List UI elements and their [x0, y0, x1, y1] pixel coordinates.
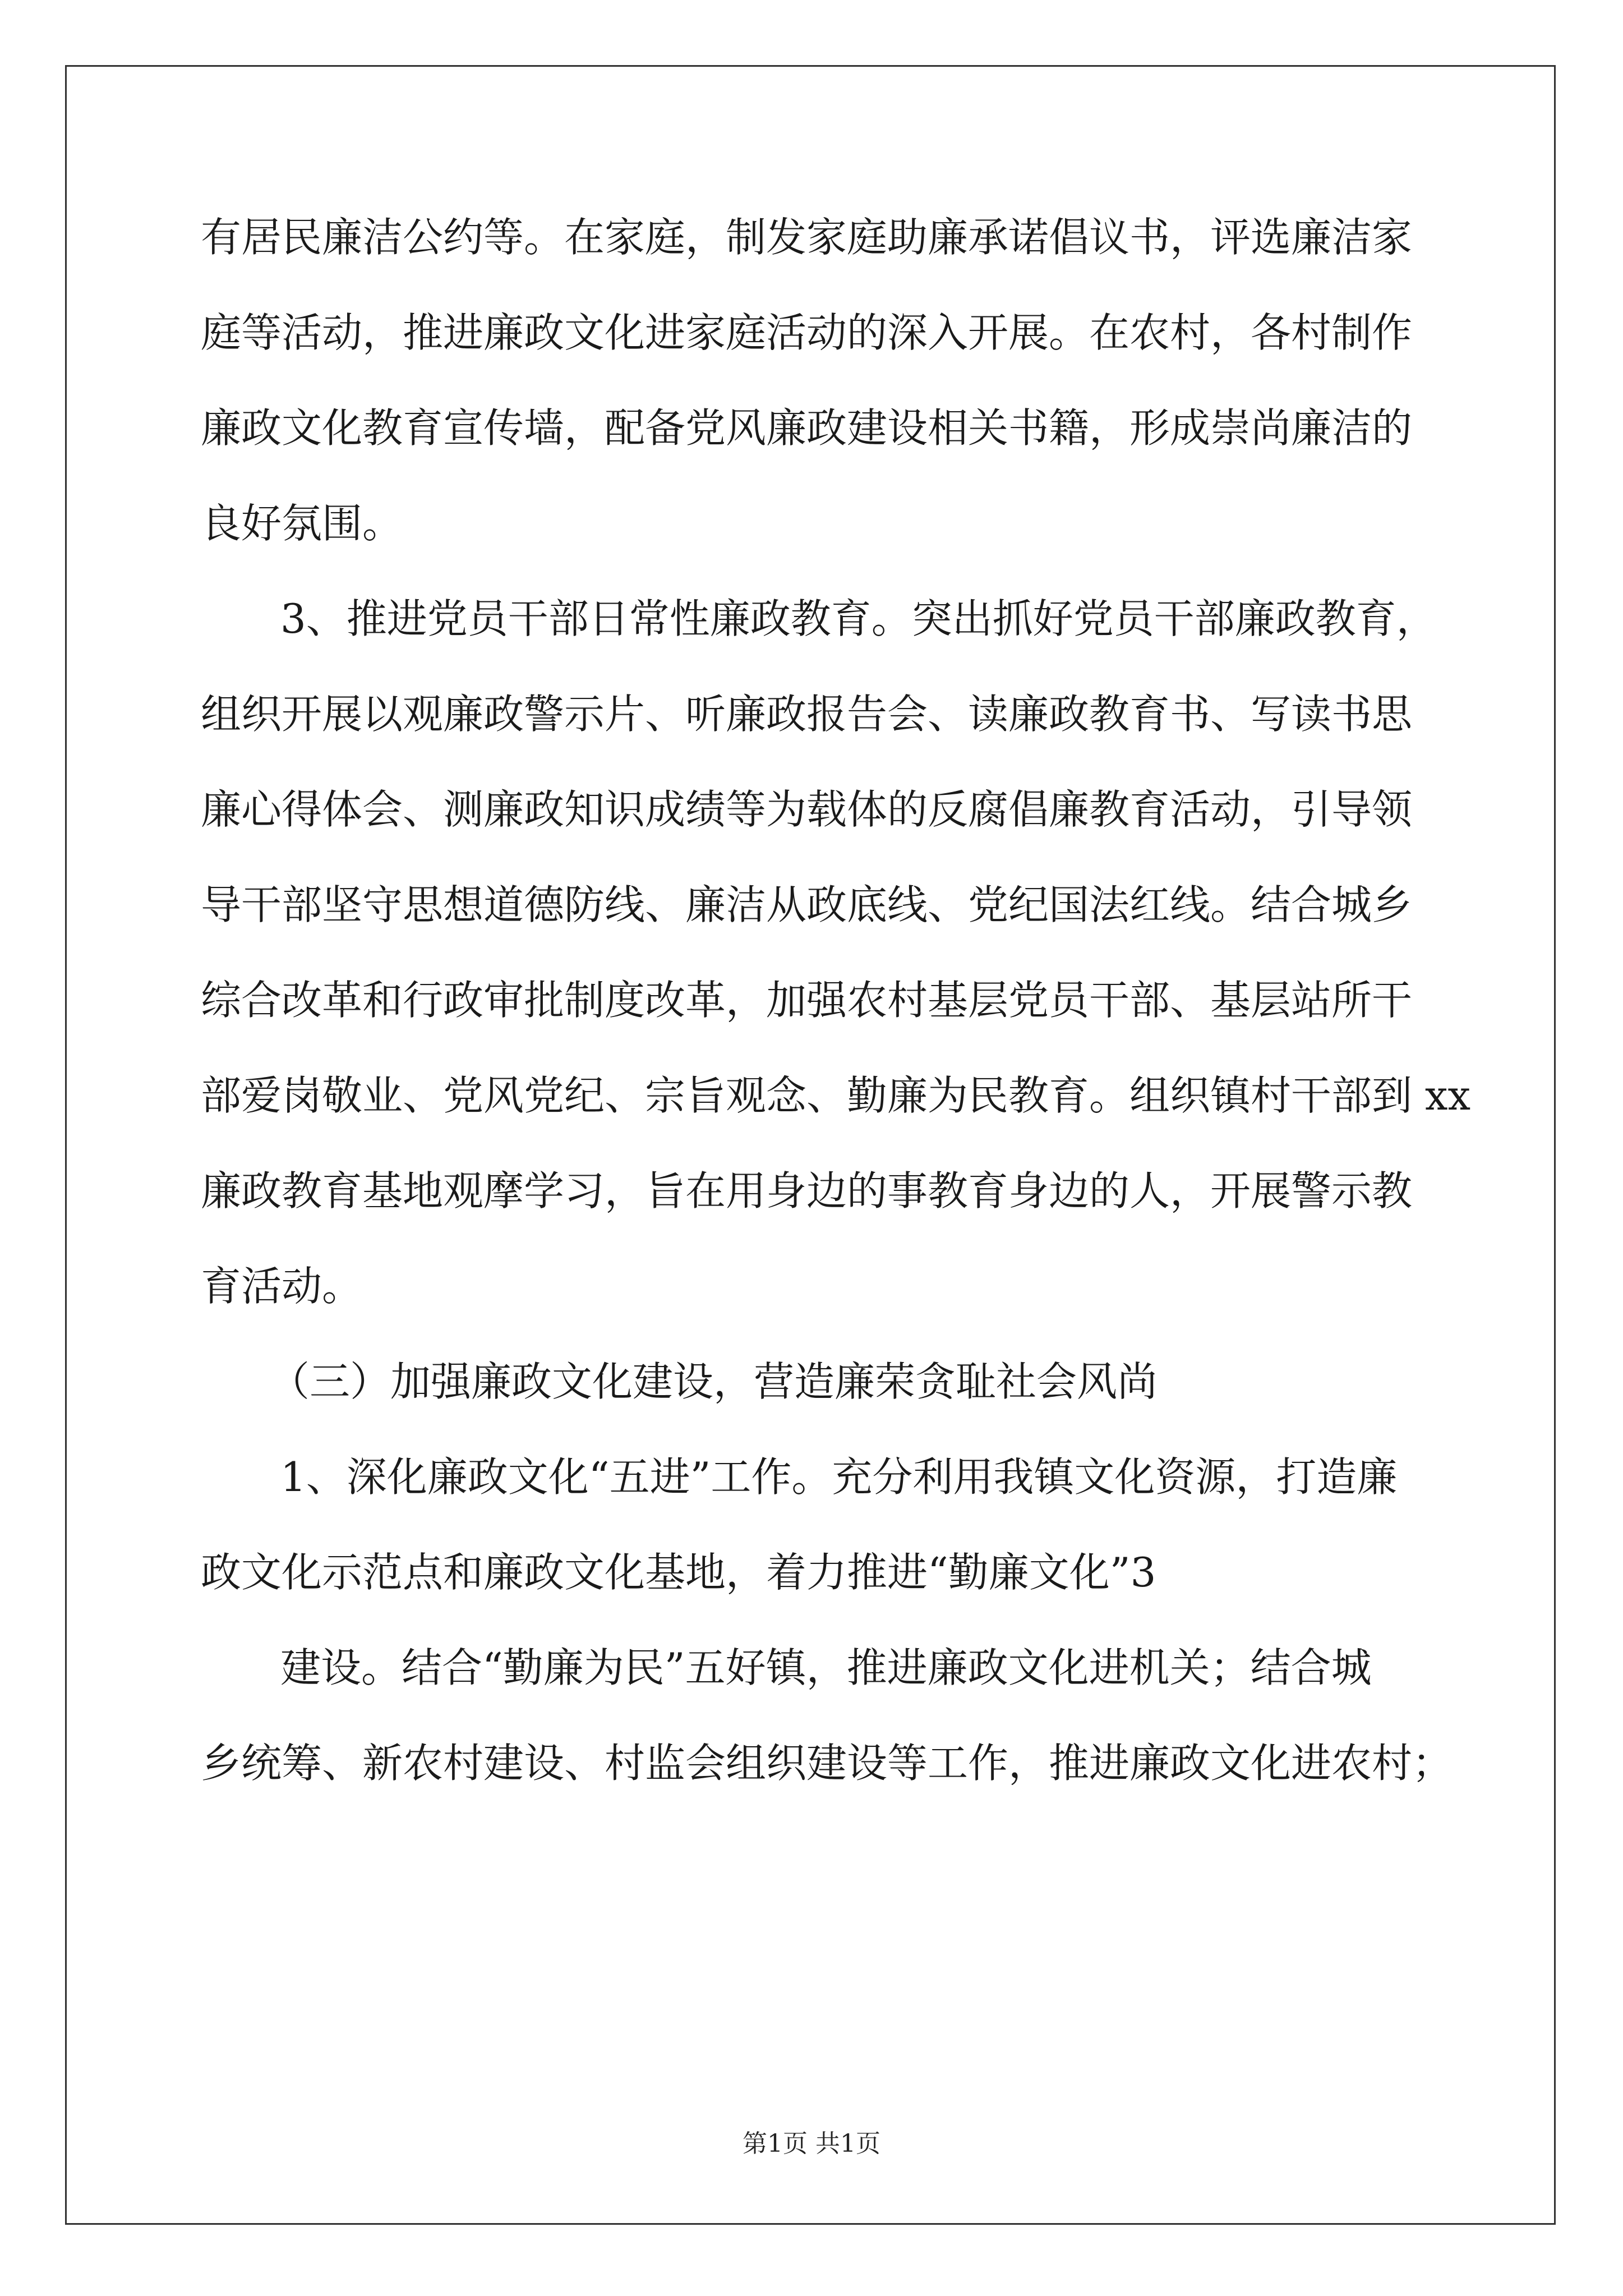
page-border [65, 65, 1556, 2225]
section-heading: （三）加强廉政文化建设，营造廉荣贪耻社会风尚 [269, 1358, 1158, 1405]
text-line: 3、推进党员干部日常性廉政教育。突出抓好党员干部廉政教育， [280, 595, 1437, 642]
text-line: 政文化示范点和廉政文化基地，着力推进“勤廉文化”3 [201, 1549, 1156, 1596]
text-line: 廉心得体会、测廉政知识成绩等为载体的反腐倡廉教育活动，引导领 [201, 786, 1413, 833]
text-line: 组织开展以观廉政警示片、听廉政报告会、读廉政教育书、写读书思 [201, 691, 1413, 738]
text-line: 部爱岗敬业、党风党纪、宗旨观念、勤廉为民教育。组织镇村干部到 xx [201, 1072, 1471, 1119]
text-line: 育活动。 [201, 1263, 363, 1310]
text-line: 乡统筹、新农村建设、村监会组织建设等工作，推进廉政文化进农村； [201, 1740, 1453, 1787]
page-footer: 第1页 共1页 [743, 2129, 880, 2158]
text-line: 1、深化廉政文化“五进”工作。充分利用我镇文化资源，打造廉 [280, 1453, 1398, 1501]
text-line: 廉政教育基地观摩学习，旨在用身边的事教育身边的人，开展警示教 [201, 1167, 1413, 1214]
text-line: 有居民廉洁公约等。在家庭，制发家庭助廉承诺倡议书，评选廉洁家 [201, 214, 1413, 261]
text-line: 廉政文化教育宣传墙，配备党风廉政建设相关书籍，形成崇尚廉洁的 [201, 404, 1413, 452]
text-line: 综合改革和行政审批制度改革，加强农村基层党员干部、基层站所干 [201, 977, 1413, 1024]
text-line: 良好氛围。 [201, 500, 403, 547]
text-line: 导干部坚守思想道德防线、廉洁从政底线、党纪国法红线。结合城乡 [201, 881, 1413, 928]
text-line: 庭等活动，推进廉政文化进家庭活动的深入开展。在农村，各村制作 [201, 309, 1413, 356]
text-line: 建设。结合“勤廉为民”五好镇，推进廉政文化进机关；结合城 [280, 1644, 1372, 1691]
